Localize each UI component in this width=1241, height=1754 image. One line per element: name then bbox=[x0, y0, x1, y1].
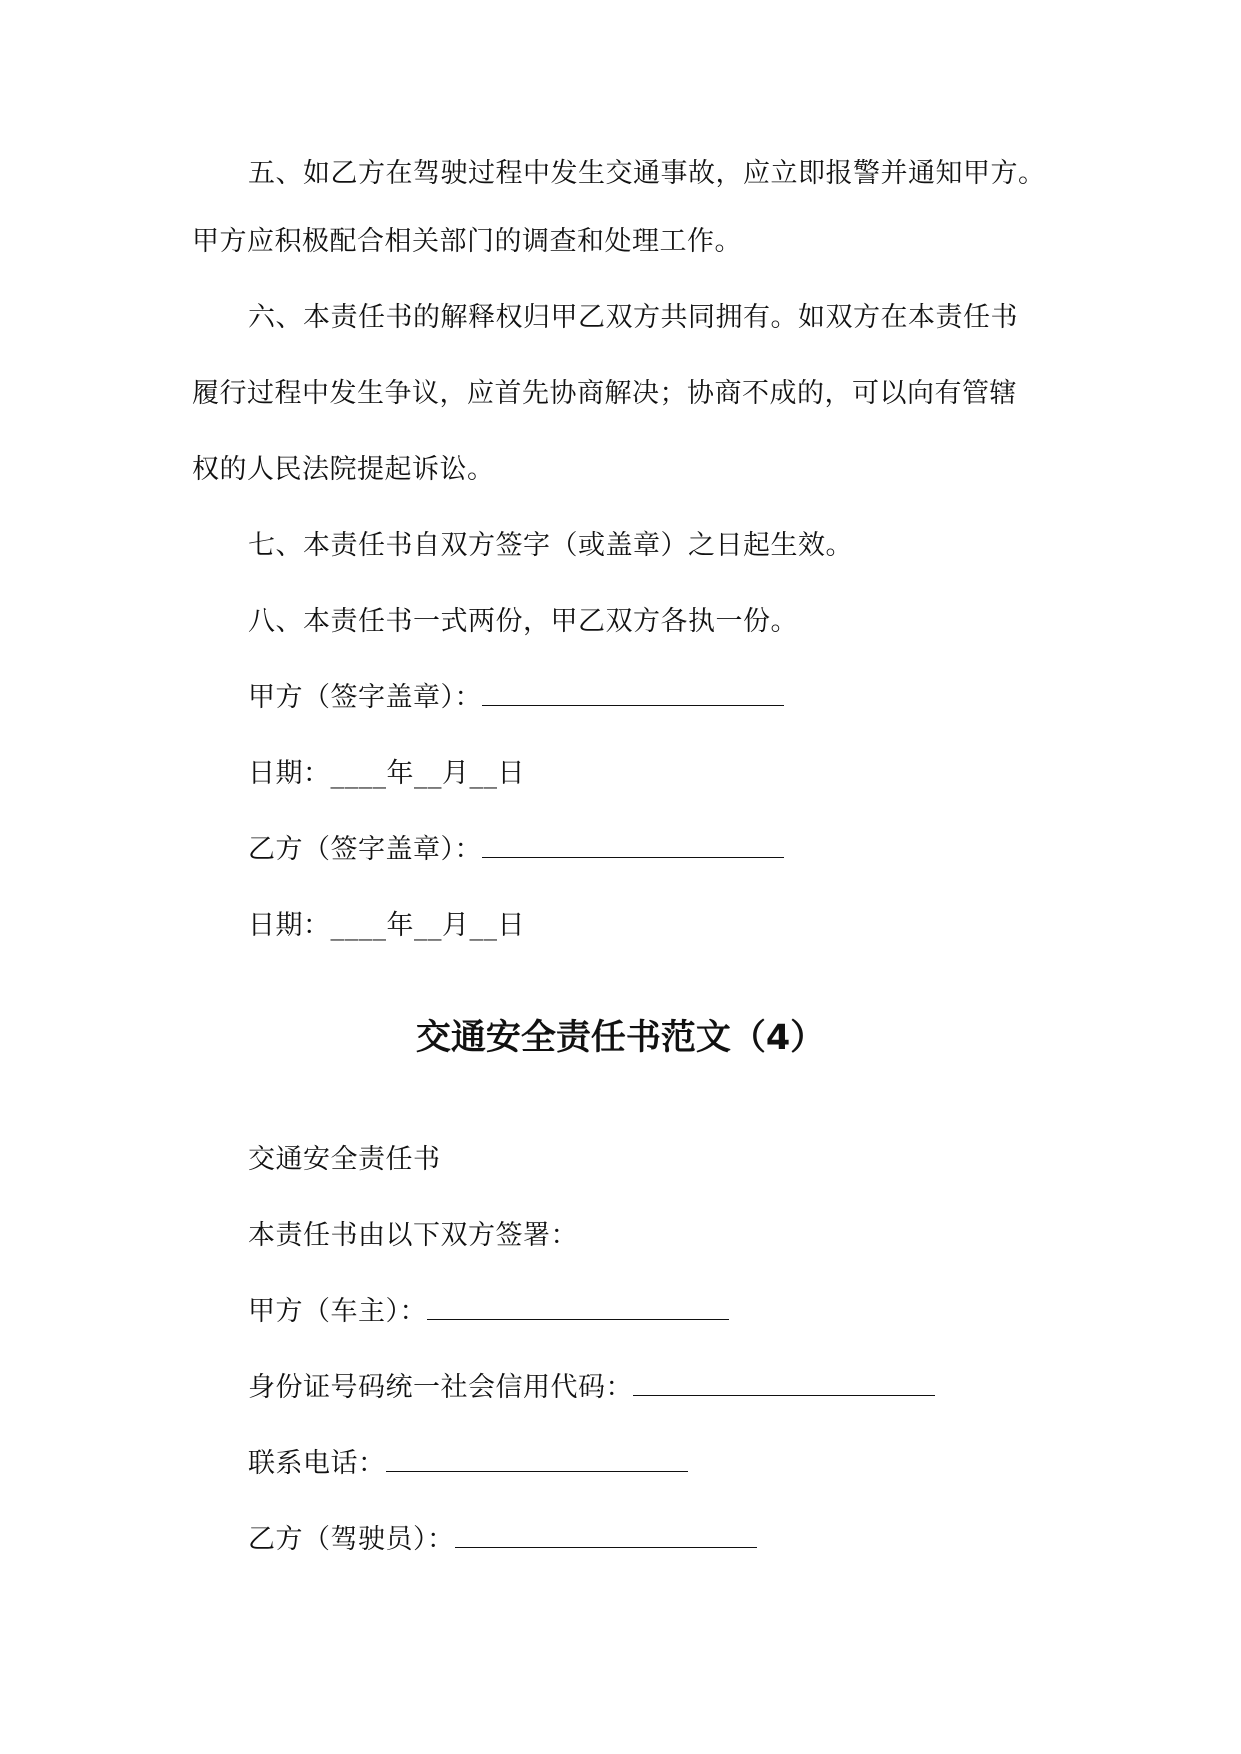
id-number-field bbox=[248, 1370, 935, 1406]
clause-6-line-3: 权的人民法院提起诉讼。 bbox=[192, 454, 495, 485]
party-b-signature-label: 乙方（签字盖章）： bbox=[248, 834, 482, 865]
owner-label: 甲方（车主）： bbox=[248, 1296, 427, 1327]
clause-5-line-2: 甲方应积极配合相关部门的调查和处理工作。 bbox=[192, 226, 742, 257]
intro-text: 本责任书由以下双方签署： bbox=[248, 1220, 578, 1251]
party-b-signature-blank bbox=[482, 835, 784, 858]
owner-blank bbox=[427, 1297, 729, 1320]
driver-label: 乙方（驾驶员）： bbox=[248, 1524, 455, 1555]
clause-6-line-1: 六、本责任书的解释权归甲乙双方共同拥有。如双方在本责任书 bbox=[248, 302, 1018, 333]
driver-field bbox=[248, 1522, 757, 1558]
party-a-date: 日期：____年__月__日 bbox=[248, 758, 525, 789]
clause-5-line-1: 五、如乙方在驾驶过程中发生交通事故，应立即报警并通知甲方。 bbox=[248, 158, 1046, 189]
driver-blank bbox=[455, 1525, 757, 1548]
party-a-signature-label: 甲方（签字盖章）： bbox=[248, 682, 482, 713]
party-b-signature-line bbox=[248, 832, 784, 868]
id-number-label: 身份证号码统一社会信用代码： bbox=[248, 1372, 633, 1403]
phone-blank bbox=[386, 1449, 688, 1472]
clause-6-line-2: 履行过程中发生争议，应首先协商解决；协商不成的，可以向有管辖 bbox=[192, 378, 1017, 409]
phone-label: 联系电话： bbox=[248, 1448, 386, 1479]
section-heading: 交通安全责任书范文（4） bbox=[415, 1018, 826, 1058]
id-number-blank bbox=[633, 1373, 935, 1396]
clause-7: 七、本责任书自双方签字（或盖章）之日起生效。 bbox=[248, 530, 853, 561]
party-b-date: 日期：____年__月__日 bbox=[248, 910, 525, 941]
party-a-signature-line bbox=[248, 680, 784, 716]
party-a-signature-blank bbox=[482, 683, 784, 706]
document-subtitle: 交通安全责任书 bbox=[248, 1144, 441, 1175]
clause-8: 八、本责任书一式两份，甲乙双方各执一份。 bbox=[248, 606, 798, 637]
owner-field bbox=[248, 1294, 729, 1330]
phone-field bbox=[248, 1446, 688, 1482]
